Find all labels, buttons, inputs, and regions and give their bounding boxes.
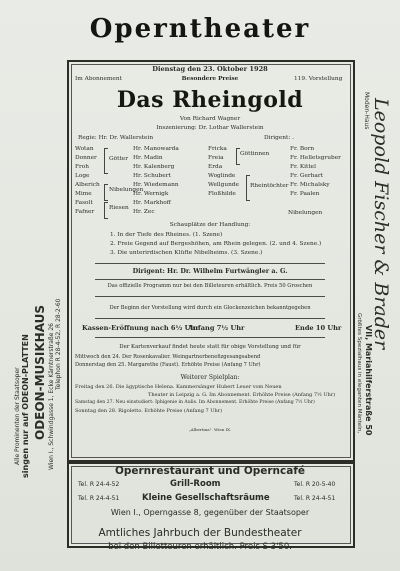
divider <box>95 263 325 264</box>
schedule-item: Sonntag den 28. Rigoletto. Erhöhte Preise (Anfang 7 Uhr) <box>75 408 223 414</box>
cast-singer: Fr. Michalsky <box>290 182 330 188</box>
group-brace <box>104 148 108 174</box>
divider <box>95 337 325 338</box>
divider <box>95 296 325 297</box>
group-label: Götter <box>109 156 128 162</box>
advance-item: Mittwoch den 24. Der Rosenkavalier. Weingartnerbenefizgesangsabend <box>75 354 261 360</box>
cast-role: Woglinde <box>208 173 236 179</box>
schedule-item: Theater in Leipzig a. G. Im Abonnement. Erhöhte Preise (Anfang 7½ Uhr) <box>148 392 336 398</box>
cast-role: Mime <box>75 191 92 197</box>
phone: Tel. R 24-4-51 <box>78 495 120 502</box>
yearbook-price: bei den Billetteuren erhältlich. Preis S 3'50. <box>108 542 292 552</box>
scene-item: 2. Freie Gegend auf Bergeshöhen, am Rhein gelegen. (2. und 4. Szene.) <box>110 241 322 247</box>
schedule-item: Freitag den 26. Die ägyptische Helena. Kammersänger Hubert Leuer vom Neuen <box>75 384 282 390</box>
cast-role: Wellgunde <box>208 182 239 188</box>
cast-singer: Fr. Kittel <box>290 164 316 170</box>
group-brace <box>104 202 108 219</box>
cast-role: Wotan <box>75 146 94 152</box>
director: Regie: Hr. Dr. Wallerstein <box>78 135 154 141</box>
cast-role: Fricka <box>208 146 227 152</box>
right-ad-col1: Moden-Haus <box>363 92 370 130</box>
performance-number: 119. Vorstellung <box>294 76 343 82</box>
phone: Tel. R 24-4-51 <box>294 495 336 502</box>
cast-singer: Fr. Helletsgruber <box>290 155 341 161</box>
staging: Inszenierung: Dr. Lothar Wallerstein <box>156 125 264 131</box>
restaurant-title: Opernrestaurant und Operncafé <box>114 465 306 477</box>
right-ad-col4: Größtes Spezialhaus in eleganten Mänteln, <box>356 313 362 434</box>
scene-item: 1. In der Tiefe des Rheines. (1. Szene) <box>110 232 223 238</box>
cast-singer: Hr. Zec <box>133 209 155 215</box>
scene-item: 3. Die unterirdischen Klüfte Nibelheims. (3. Szene.) <box>110 250 263 256</box>
group-brace <box>104 184 108 201</box>
start-time: Anfang 7½ Uhr <box>188 324 245 332</box>
ticket-note: Der Kartenverkauf findet heute statt für obige Vorstellung und für <box>119 344 301 350</box>
cast-role: Erda <box>208 164 223 170</box>
cast-role: Freia <box>208 155 224 161</box>
cast-singer: Fr. Paalen <box>290 191 320 197</box>
group-label: Nibelungen <box>109 187 144 193</box>
left-ad-col3: ODEON-MUSIKHAUS <box>33 304 47 440</box>
cast-singer: Fr. Gerhart <box>290 173 323 179</box>
advance-item: Donnerstag den 25. Margarethe (Faust). Erhöhte Preise (Anfang 7 Uhr) <box>75 362 261 368</box>
group-label: Rheintöchter <box>250 183 289 189</box>
printer: „Albertina". Wien IX. <box>188 427 232 432</box>
right-ad-col2: Leopold Fischer & Brader <box>370 98 392 350</box>
theater-title: Operntheater <box>89 14 311 44</box>
group-label: Riesen <box>109 205 129 211</box>
rooms: Kleine Gesellschaftsräume <box>142 493 270 503</box>
left-ad-col4: Wien I., Schwindgasse 1, Ecke Kärntnerstraße 26 <box>48 323 55 470</box>
conductor-label: Dirigent: . <box>264 135 294 141</box>
performance-date: Dienstag den 23. Oktober 1928 <box>152 65 268 73</box>
cast-singer: Hr. Wiedemann <box>133 182 179 188</box>
yearbook-title: Amtliches Jahrbuch der Bundestheater <box>98 527 302 539</box>
bell-note: Der Beginn der Vorstellung wird durch ein Glockenzeichen bekanntgegeben <box>109 305 311 311</box>
right-ad-col3: VII, Mariahilferstraße 50 <box>364 325 373 436</box>
restaurant-address: Wien I., Operngasse 8, gegenüber der Staatsoper <box>110 508 310 517</box>
right-ad-col5: Kleidern, Nachmittags- und Abendtoiletten <box>349 317 355 437</box>
composer: Von Richard Wagner <box>179 116 241 122</box>
end-time: Ende 10 Uhr <box>295 324 342 332</box>
scenes-heading: Schauplätze der Handlung: <box>169 222 251 228</box>
conductor-line: Dirigent: Hr. Dr. Wilhelm Furtwängler a. G. <box>132 267 288 275</box>
program-note: Das offizielle Programm nur bei den Billeteuren erhältlich. Preis 50 Groschen <box>107 283 313 289</box>
cast-role: Donner <box>75 155 97 161</box>
cast-singer: Hr. Kalenberg <box>133 164 175 170</box>
cast-role: Loge <box>75 173 90 179</box>
cast-role: Floßhilde <box>208 191 236 197</box>
cast-role: Alberich <box>75 182 100 188</box>
subscription-note: Im Abonnement <box>75 76 122 82</box>
left-ad-col1: Alle Prominenten der Staatsoper <box>14 367 21 465</box>
opera-title: Das Rheingold <box>116 87 304 113</box>
price-note: Besondere Preise <box>181 76 239 82</box>
divider <box>95 279 325 280</box>
doors-time: Kassen-Eröffnung nach 6½ Uhr <box>82 324 199 332</box>
schedule-heading: Weiterer Spielplan: <box>180 374 240 381</box>
cast-singer: Hr. Manowarda <box>133 146 179 152</box>
cast-singer: Hr. Madin <box>133 155 163 161</box>
phone: Tel. R 20-5-40 <box>294 481 336 488</box>
cast-singer: Hr. Markhoff <box>133 200 171 206</box>
group-label: Göttinnen <box>240 151 270 157</box>
left-ad-col2: singen nur auf ODEON-PLATTEN <box>21 334 30 478</box>
divider <box>95 318 325 319</box>
cast-role: Fafner <box>75 209 95 215</box>
cast-singer: Hr. Schubert <box>133 173 171 179</box>
nibelungen-label: Nibelungen <box>288 210 323 216</box>
cast-role: Froh <box>75 164 90 170</box>
cast-role: Fasolt <box>75 200 93 206</box>
cast-singer: Hr. Wernigk <box>133 191 169 197</box>
left-ad-col5: Telephon R 28-4-52, R 28-2-60 <box>55 298 62 390</box>
grill-room: Grill-Room <box>170 479 221 489</box>
schedule-item: Samstag den 27. Neu einstudiert: Iphigenie in Aulis. Im Abonnement. Erhöhte Preise (Anfang 7½ Uhr) <box>75 400 315 405</box>
phone: Tel. R 24-4-52 <box>78 481 120 488</box>
cast-singer: Fr. Born <box>290 146 315 152</box>
